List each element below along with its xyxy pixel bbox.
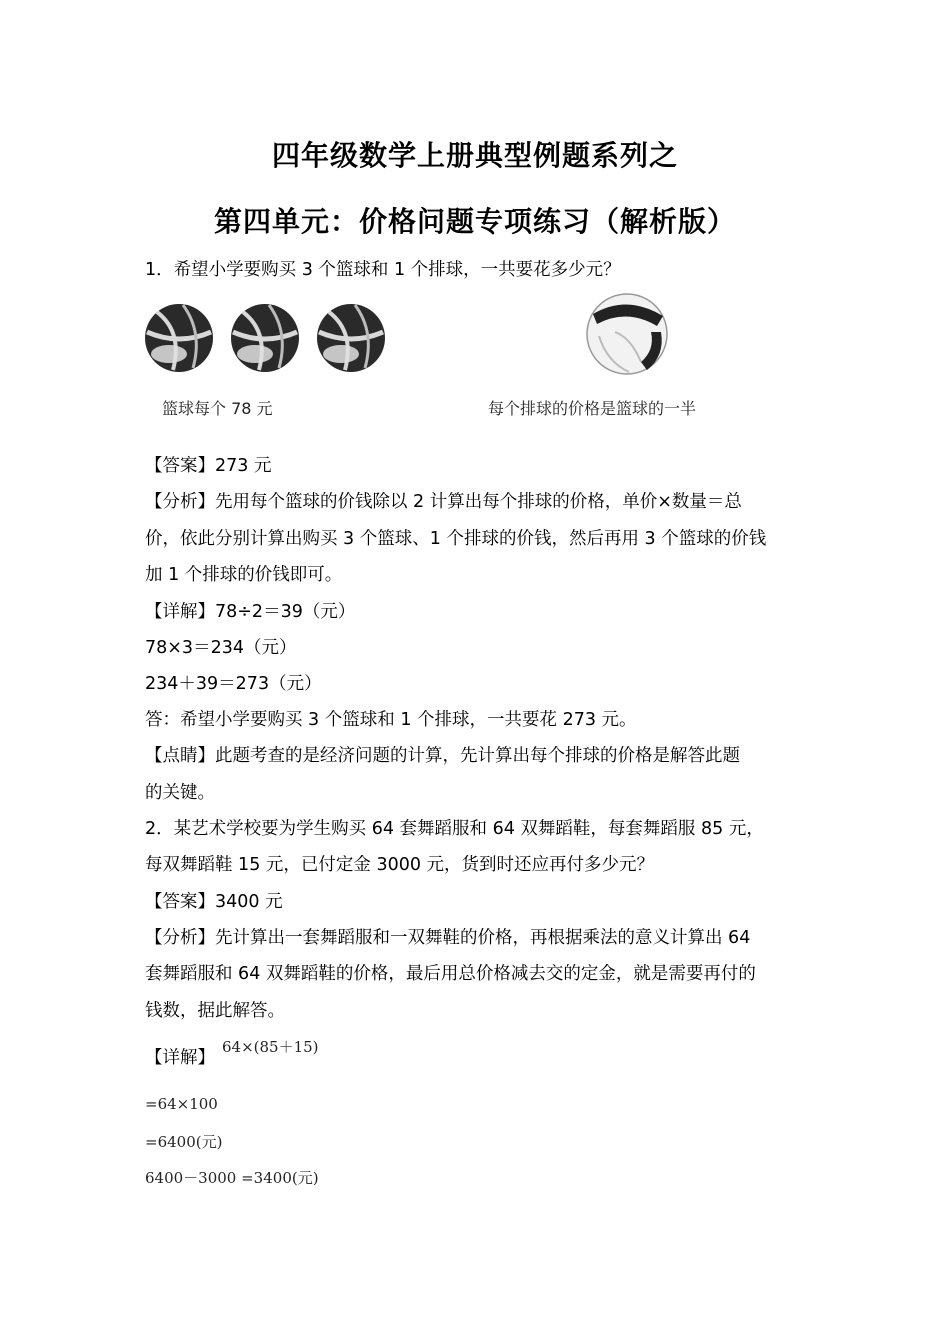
q1-detail-line3: 234＋39＝273（元） <box>145 674 322 694</box>
basketball-price-caption: 篮球每个 78 元 <box>162 399 273 418</box>
q1-analysis-line1: 【分析】先用每个篮球的价钱除以 2 计算出每个排球的价格，单价×数量＝总 <box>145 492 742 512</box>
q1-analysis-line3: 加 1 个排球的价钱即可。 <box>145 565 343 585</box>
q2-question-line2: 每双舞蹈鞋 15 元，已付定金 3000 元，货到时还应再付多少元？ <box>145 855 655 875</box>
q1-detail-line1: 【详解】78÷2＝39（元） <box>145 602 356 622</box>
q1-comment-line2: 的关键。 <box>145 783 215 803</box>
doc-title-line2: 第四单元：价格问题专项练习（解析版） <box>213 205 736 238</box>
q2-analysis-line3: 钱数，据此解答。 <box>145 1001 285 1021</box>
q1-comment-line1: 【点睛】此题考查的是经济问题的计算，先计算出每个排球的价格是解答此题 <box>145 746 740 766</box>
q2-math-line4: 6400－3000 =3400(元) <box>145 1169 319 1187</box>
q2-answer: 【答案】3400 元 <box>145 892 283 912</box>
q1-question: 1．希望小学要购买 3 个篮球和 1 个排球，一共要花多少元？ <box>145 260 621 280</box>
volleyball-price-caption: 每个排球的价格是篮球的一半 <box>488 399 697 418</box>
q1-reply: 答：希望小学要购买 3 个篮球和 1 个排球，一共要花 273 元。 <box>145 710 637 730</box>
basketball-icon <box>143 302 215 374</box>
q2-detail-label: 【详解】 <box>145 1048 215 1068</box>
volleyball-icon <box>585 292 669 376</box>
q2-math-line1: 64×(85＋15) <box>222 1038 319 1056</box>
q2-math-line3: =6400(元) <box>145 1133 223 1151</box>
q1-analysis-line2: 价，依此分别计算出购买 3 个篮球、1 个排球的价钱，然后再用 3 个篮球的价钱 <box>145 529 767 549</box>
q2-question-line1: 2．某艺术学校要为学生购买 64 套舞蹈服和 64 双舞蹈鞋，每套舞蹈服 85 元， <box>145 819 764 839</box>
q1-answer: 【答案】273 元 <box>145 456 272 476</box>
q1-detail-line2: 78×3＝234（元） <box>145 638 297 658</box>
doc-title-line1: 四年级数学上册典型例题系列之 <box>271 139 678 172</box>
q2-math-line2: =64×100 <box>145 1095 218 1113</box>
basketball-icon <box>229 302 301 374</box>
q2-analysis-line1: 【分析】先计算出一套舞蹈服和一双舞鞋的价格，再根据乘法的意义计算出 64 <box>145 928 751 948</box>
basketball-icon <box>315 302 387 374</box>
q2-analysis-line2: 套舞蹈服和 64 双舞蹈鞋的价格，最后用总价格减去交的定金，就是需要再付的 <box>145 964 756 984</box>
